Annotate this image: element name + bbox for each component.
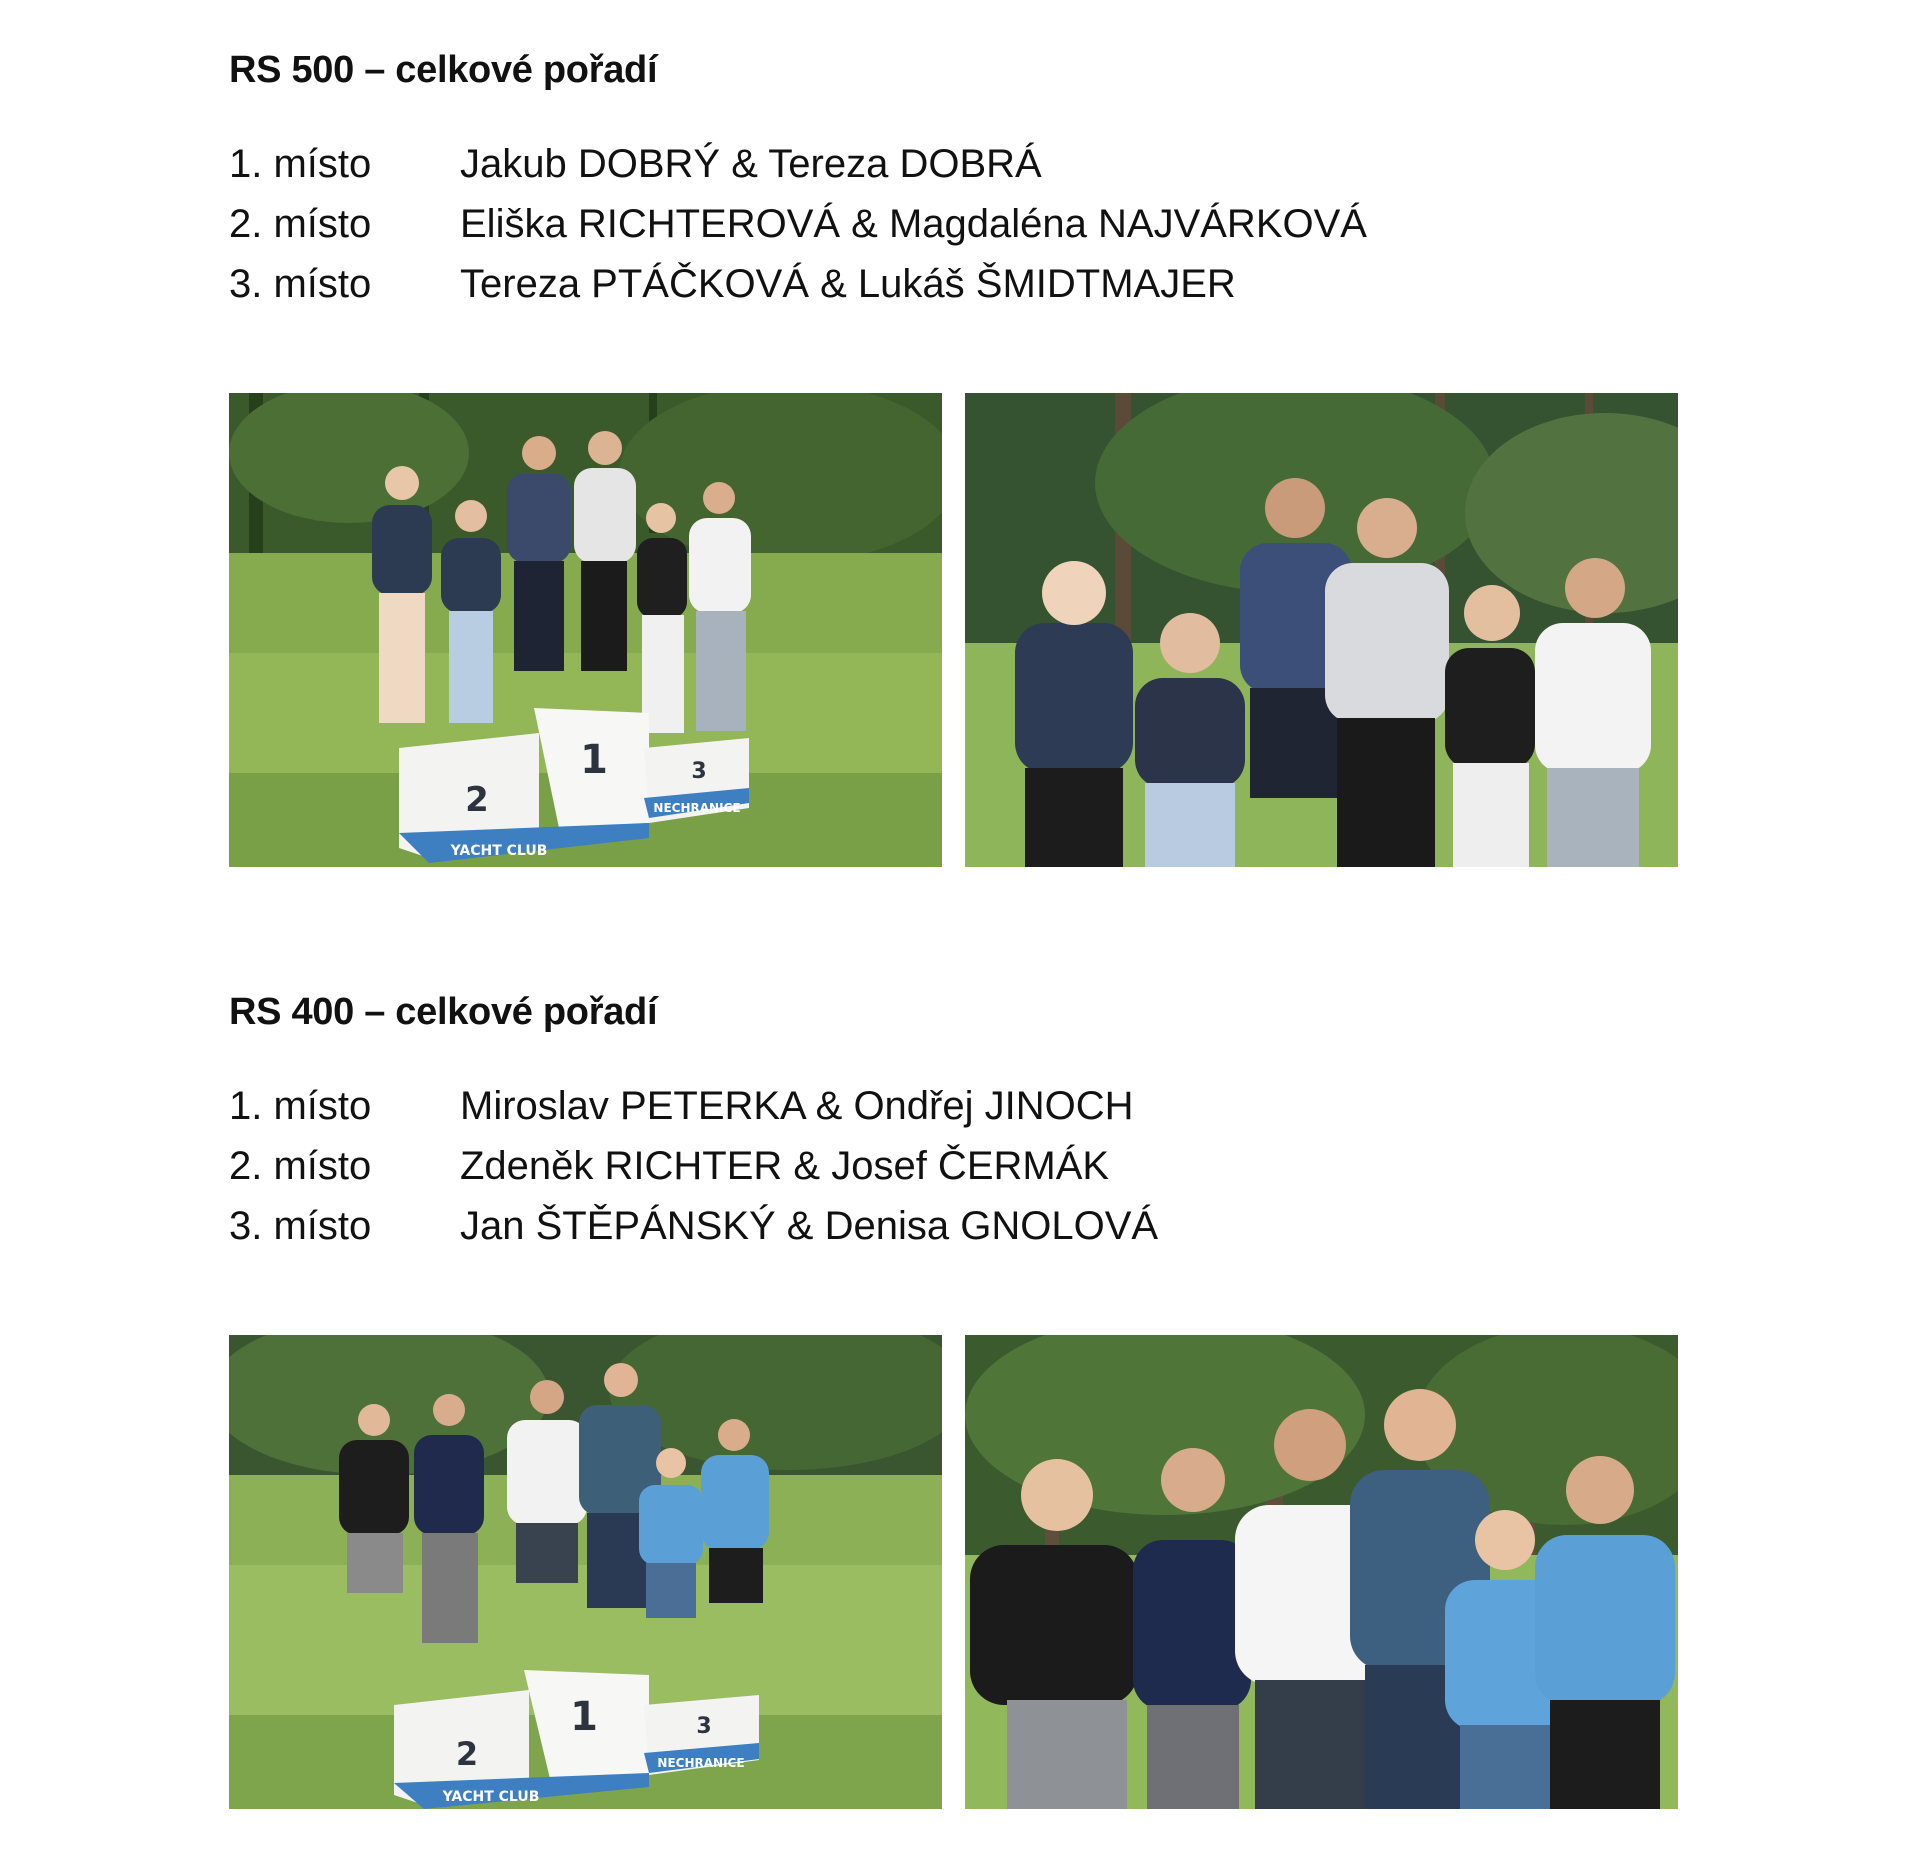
podium-banner-left: YACHT CLUB — [442, 1789, 540, 1805]
place-label: 3. místo — [229, 262, 372, 306]
place-label: 2. místo — [229, 202, 372, 246]
result-row — [229, 1136, 1689, 1196]
crew-names: Jan ŠTĚPÁNSKÝ & Denisa GNOLOVÁ — [460, 1204, 1159, 1248]
group-photo-image — [965, 393, 1678, 867]
result-row — [229, 1196, 1689, 1256]
crew-names: Miroslav PETERKA & Ondřej JINOCH — [460, 1084, 1134, 1128]
results-list — [229, 134, 1689, 314]
place-label: 1. místo — [229, 142, 372, 186]
result-row — [229, 194, 1689, 254]
photo-row — [229, 1335, 1678, 1809]
crew-names: Eliška RICHTEROVÁ & Magdaléna NAJVÁRKOVÁ — [460, 202, 1367, 246]
crew-names: Jakub DOBRÝ & Tereza DOBRÁ — [460, 142, 1042, 186]
podium-step-3-number: 3 — [691, 759, 707, 784]
podium-photo-image — [229, 1335, 942, 1809]
podium-photo — [229, 1335, 942, 1809]
results-section-rs500 — [229, 48, 1689, 859]
podium-banner-left: YACHT CLUB — [450, 843, 548, 859]
place-label: 3. místo — [229, 1204, 372, 1248]
crew-names: Tereza PTÁČKOVÁ & Lukáš ŠMIDTMAJER — [460, 262, 1236, 306]
podium-step-2-number: 2 — [455, 1735, 479, 1773]
podium-step-1-number: 1 — [580, 737, 608, 783]
podium-step-3-number: 3 — [696, 1714, 712, 1739]
crew-names: Zdeněk RICHTER & Josef ČERMÁK — [460, 1144, 1110, 1188]
result-row — [229, 1076, 1689, 1136]
podium-step-2-number: 2 — [465, 780, 489, 820]
photo-row — [229, 393, 1678, 867]
results-list — [229, 1076, 1689, 1256]
result-row — [229, 254, 1689, 314]
results-section-rs400 — [229, 990, 1689, 1805]
group-photo — [965, 1335, 1678, 1809]
place-label: 2. místo — [229, 1144, 372, 1188]
podium-photo-image — [229, 393, 942, 867]
podium-photo — [229, 393, 942, 867]
group-photo-image — [965, 1335, 1678, 1809]
podium-step-1-number: 1 — [570, 1694, 598, 1740]
section-title: RS 500 – celkové pořadí — [229, 49, 658, 91]
group-photo — [965, 393, 1678, 867]
place-label: 1. místo — [229, 1084, 372, 1128]
section-title: RS 400 – celkové pořadí — [229, 991, 658, 1033]
result-row — [229, 134, 1689, 194]
podium-banner-right: NECHRANICE — [657, 1756, 745, 1770]
podium-banner-right: NECHRANICE — [653, 801, 741, 815]
